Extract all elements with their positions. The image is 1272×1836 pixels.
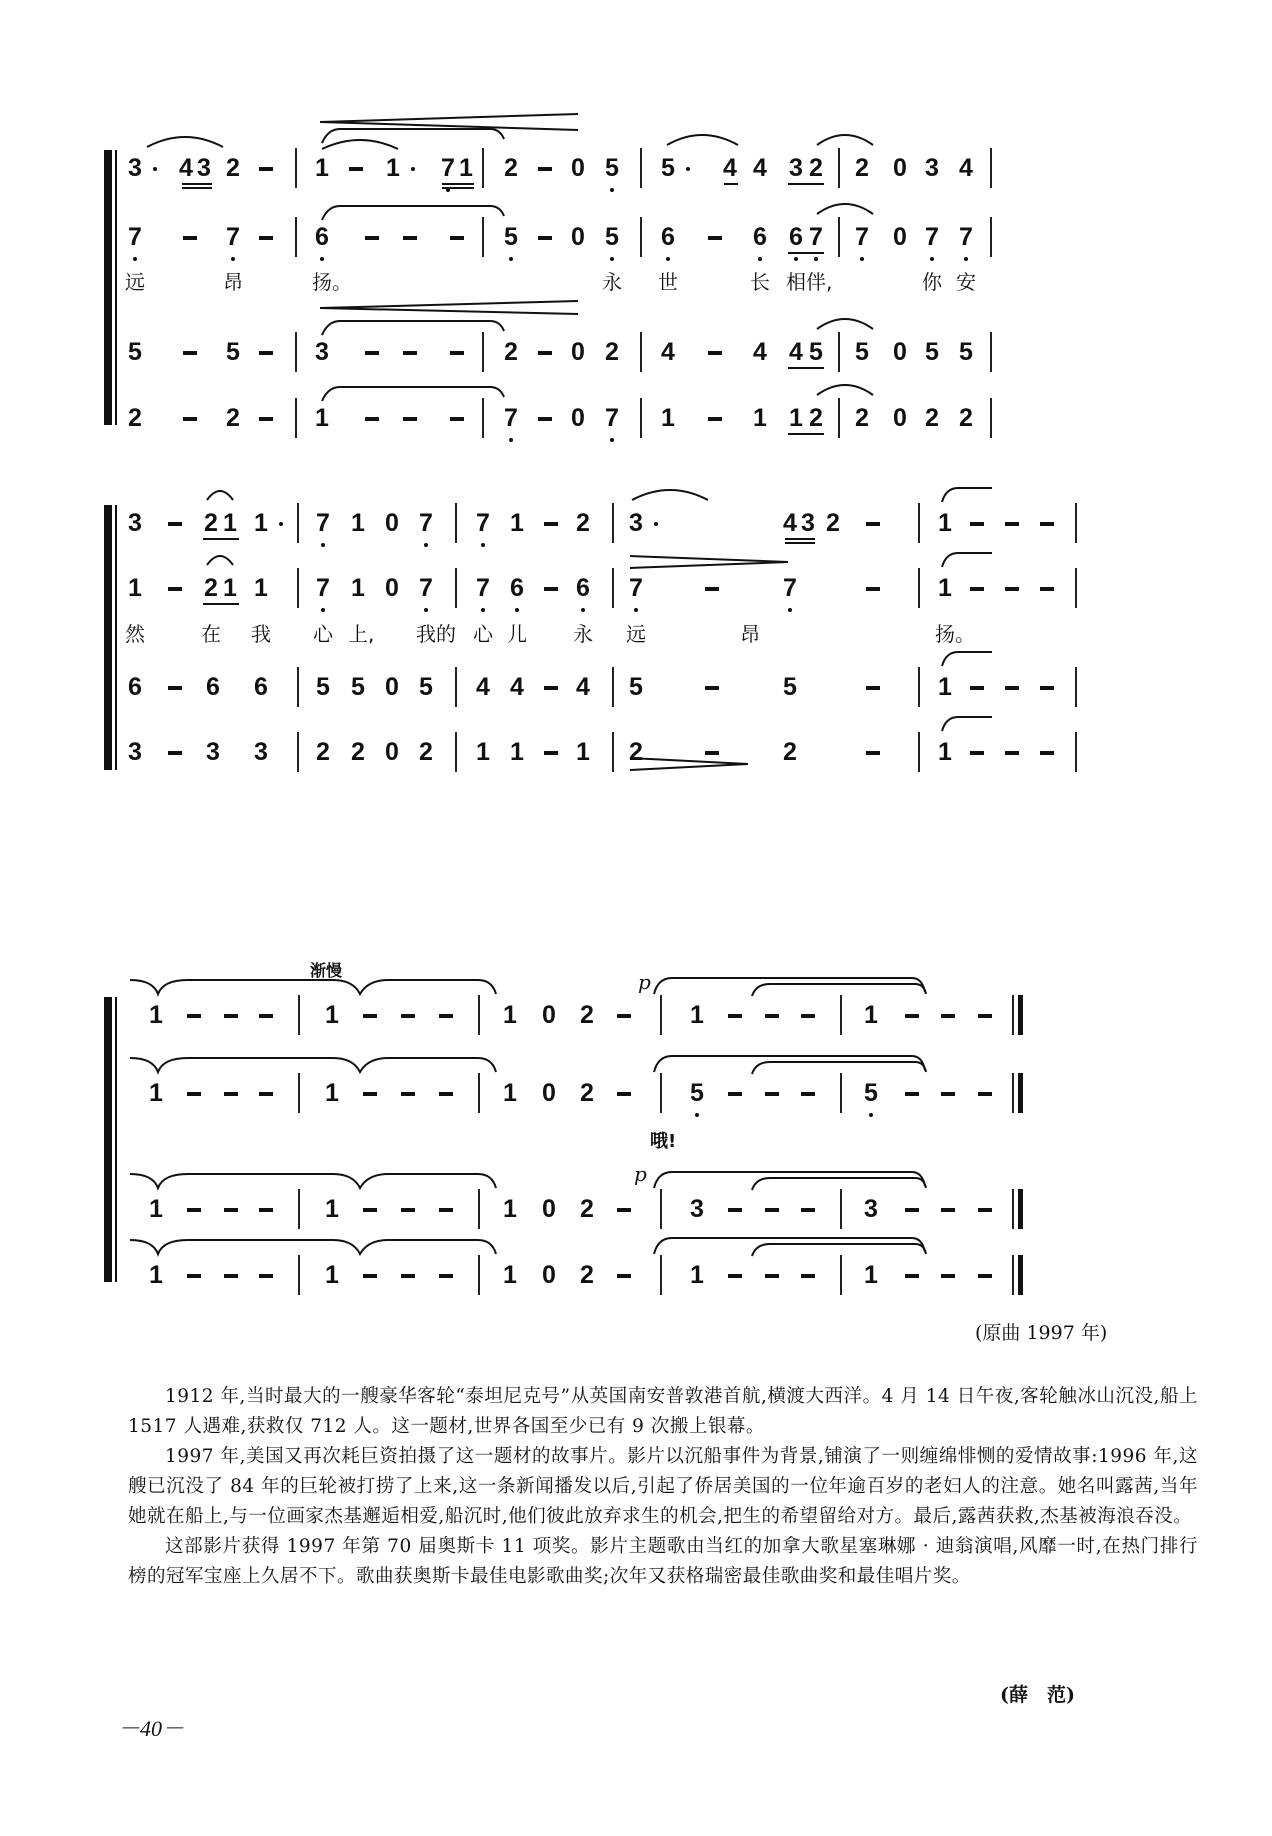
note: 1 [510,509,524,537]
tie [940,551,992,569]
source-note: (原曲 1997 年) [975,1322,1108,1344]
note: 1 [128,574,142,602]
tie [750,1242,928,1258]
note: 1 [690,1001,704,1029]
note: 7 [850,222,874,252]
note: 1 [381,153,405,183]
lyric: 昂 [223,270,243,294]
tenor-staff [0,1194,1272,1234]
slur [815,131,875,147]
note: 2 [809,154,823,182]
note: 6 [656,222,680,252]
tie [940,715,992,733]
tie [750,982,928,998]
note: 5 [656,153,680,183]
note: 2 [204,509,218,537]
note: 0 [571,154,585,182]
note: 4 [789,338,803,366]
lyric: 你 [922,270,942,294]
bass-staff [0,737,1272,777]
note: 1 [149,1261,163,1289]
note: 3 [128,509,142,537]
note: 2 [855,404,869,432]
note: 1 [938,738,952,766]
note: 1 [351,509,365,537]
note: 5 [959,338,973,366]
note: 7 [804,222,828,252]
note: 3 [801,509,815,537]
note: 0 [571,404,585,432]
alto-staff [0,573,1272,613]
lyric: 永 [602,270,622,294]
note: 7 [600,403,624,433]
lyric: 世 [658,270,678,294]
note: 1 [149,1001,163,1029]
lyric: 哦! [650,1131,677,1152]
note: 5 [629,673,643,701]
note: 2 [576,509,590,537]
note: 1 [223,509,237,537]
note: 1 [503,1079,517,1107]
note: 1 [938,574,952,602]
note: 5 [685,1078,709,1108]
note: 1 [254,574,268,602]
note: 3 [624,508,648,538]
note: 2 [128,404,142,432]
tie [128,1170,498,1192]
lyrics-line [0,622,1272,662]
article-author: (薛 范) [1000,1684,1075,1706]
note: 6 [571,573,595,603]
slur [145,133,225,149]
slur [205,551,235,567]
note: 7 [624,573,648,603]
note: 1 [476,738,490,766]
note: 4 [753,154,767,182]
note: 2 [204,574,218,602]
note: 4 [723,154,737,182]
note: 1 [325,1079,339,1107]
note: 0 [385,574,399,602]
note: 3 [690,1195,704,1223]
note: 7 [499,403,523,433]
note: 6 [784,222,808,252]
alto-staff [0,222,1272,262]
slur [815,200,875,216]
note: 2 [959,404,973,432]
tie [750,1176,928,1192]
note: 2 [226,404,240,432]
note: 5 [419,673,433,701]
note: 1 [661,404,675,432]
tie [750,1060,928,1076]
note: 3 [789,154,803,182]
note: 2 [226,154,240,182]
soprano-staff [0,1000,1272,1040]
note: 0 [385,509,399,537]
note: 5 [859,1078,883,1108]
note: 0 [571,223,585,251]
tenor-staff [0,672,1272,712]
note: 3 [925,154,939,182]
tie [320,319,505,337]
tie [128,976,498,998]
note: 1 [503,1195,517,1223]
bass-staff [0,1260,1272,1300]
note: 0 [385,673,399,701]
note: 4 [661,338,675,366]
note: 5 [499,222,523,252]
note: 1 [149,1079,163,1107]
note: 7 [471,573,495,603]
note: 5 [600,222,624,252]
note: 6 [748,222,772,252]
note: 7 [311,508,335,538]
slur [630,486,710,502]
note: 1 [503,1261,517,1289]
note: 1 [325,1001,339,1029]
note: 0 [893,223,907,251]
note: 5 [925,338,939,366]
note: 6 [128,673,142,701]
note: 3 [254,738,268,766]
note: 7 [436,153,460,183]
note: 7 [311,573,335,603]
note: 6 [310,222,334,252]
note: 7 [414,573,438,603]
note: 7 [123,222,147,252]
note: 1 [149,1195,163,1223]
lyric: 昂 [740,622,760,646]
note: 1 [315,404,329,432]
note: 7 [920,222,944,252]
note: 1 [753,404,767,432]
note: 5 [226,338,240,366]
note: 1 [864,1001,878,1029]
slur [205,486,235,502]
bass-staff [0,403,1272,443]
note: 7 [778,573,802,603]
dynamic-mark: p [638,970,651,994]
note: 1 [325,1261,339,1289]
lyric: 安 [956,270,976,294]
note: 0 [893,338,907,366]
note: 1 [223,574,237,602]
tie [320,204,505,222]
note: 4 [510,673,524,701]
note: 0 [542,1079,556,1107]
note: 0 [542,1261,556,1289]
note: 1 [864,1261,878,1289]
note: 2 [925,404,939,432]
tie [128,1236,498,1258]
note: 1 [325,1195,339,1223]
lyrics-line [0,270,1272,310]
note: 2 [504,338,518,366]
note: 2 [580,1261,594,1289]
article-paragraph: 这部影片获得 1997 年第 70 届奥斯卡 11 项奖。影片主题歌由当红的加拿大歌星塞琳娜 · 迪翁演唱,风靡一时,在热门排行榜的冠军宝座上久居不下。歌曲获奥斯卡最佳电影歌曲奖;次年又获格瑞密最佳歌曲奖和最佳唱片奖。 [128,1536,1198,1587]
lyric: 相伴, [786,270,833,294]
note: 0 [571,338,585,366]
lyric: 我的 [416,622,456,646]
lyric: 儿 [507,622,527,646]
note: 5 [600,153,624,183]
lyric: 远 [626,622,646,646]
note: 2 [629,738,643,766]
note: 4 [576,673,590,701]
slur [665,131,740,147]
soprano-staff [0,508,1272,548]
note: 1 [351,574,365,602]
slur [320,137,400,151]
note: 0 [385,738,399,766]
note: 3 [123,153,147,183]
note: 4 [783,509,797,537]
note: 5 [855,338,869,366]
article-paragraph: 1997 年,美国又再次耗巨资拍摄了这一题材的故事片。影片以沉船事件为背景,铺演了一则缠绵悱恻的爱情故事:1996 年,这艘已沉没了 84 年的巨轮被打捞了上来,这一条新闻播发以后,引起了侨居美国的一位年逾百岁的老妇人的注意。她名叫露茜,当年她就在船上,与一位画家杰基邂逅相爱,船沉时,他们彼此放弃求生的机会,把生的希望留给对方。最后,露茜获救,杰基被海浪吞没。 [128,1446,1198,1527]
lyric: 扬。 [935,622,975,646]
note: 1 [938,509,952,537]
article-body [128,1382,1198,1592]
lyric: 心 [473,622,493,646]
note: 0 [542,1195,556,1223]
page-number: －40－ [118,1716,185,1741]
note: 4 [476,673,490,701]
dynamic-mark: p [634,1162,647,1186]
note: 1 [690,1261,704,1289]
lyric: 在 [201,622,221,646]
note: 7 [471,508,495,538]
note: 5 [128,338,142,366]
alto-staff [0,1078,1272,1118]
note: 3 [197,154,211,182]
note: 1 [503,1001,517,1029]
note: 1 [315,154,329,182]
note: 0 [893,154,907,182]
tie [128,1054,498,1076]
note: 1 [510,738,524,766]
lyric: 远 [125,270,145,294]
note: 1 [459,154,473,182]
note: 2 [783,738,797,766]
note: 3 [315,338,329,366]
note: 5 [351,673,365,701]
lyric: 扬。 [312,270,352,294]
note: 2 [316,738,330,766]
tie [320,385,505,403]
note: 3 [206,738,220,766]
soprano-staff [0,153,1272,193]
tie [940,486,992,504]
note: 3 [864,1195,878,1223]
note: 5 [783,673,797,701]
note: 4 [753,338,767,366]
lyric: 心 [313,622,333,646]
lyric: 然 [125,622,145,646]
tempo-mark: 渐慢 [310,961,343,980]
lyric: 长 [750,270,770,294]
note: 2 [855,154,869,182]
lyric: 永 [573,622,593,646]
note: 1 [249,508,273,538]
lyric: 我 [251,622,271,646]
note: 1 [938,673,952,701]
slur [815,381,875,397]
tie [940,650,992,668]
note: 0 [893,404,907,432]
lyrics-line [0,1130,1272,1170]
tenor-staff [0,337,1272,377]
note: 7 [414,508,438,538]
note: 2 [580,1001,594,1029]
note: 6 [505,573,529,603]
note: 6 [206,673,220,701]
note: 1 [789,404,803,432]
note: 5 [809,338,823,366]
note: 7 [954,222,978,252]
decrescendo-hairpin [630,555,790,569]
note: 2 [809,404,823,432]
note: 0 [542,1001,556,1029]
note: 2 [351,738,365,766]
note: 2 [605,338,619,366]
article-paragraph: 1912 年,当时最大的一艘豪华客轮“泰坦尼克号”从英国南安普敦港首航,横渡大西洋。4 月 14 日午夜,客轮触冰山沉没,船上 1517 人遇难,获救仅 712 人。这一题材,世界各国至少已有 9 次搬上银幕。 [128,1386,1198,1437]
note: 2 [504,154,518,182]
note: 2 [580,1079,594,1107]
note: 5 [316,673,330,701]
note: 3 [128,738,142,766]
note: 2 [826,509,840,537]
note: 4 [179,154,193,182]
lyric: 上, [348,622,375,646]
note: 2 [419,738,433,766]
note: 1 [576,738,590,766]
note: 7 [221,222,245,252]
note: 4 [959,154,973,182]
slur [815,315,875,331]
note: 2 [580,1195,594,1223]
note: 6 [254,673,268,701]
